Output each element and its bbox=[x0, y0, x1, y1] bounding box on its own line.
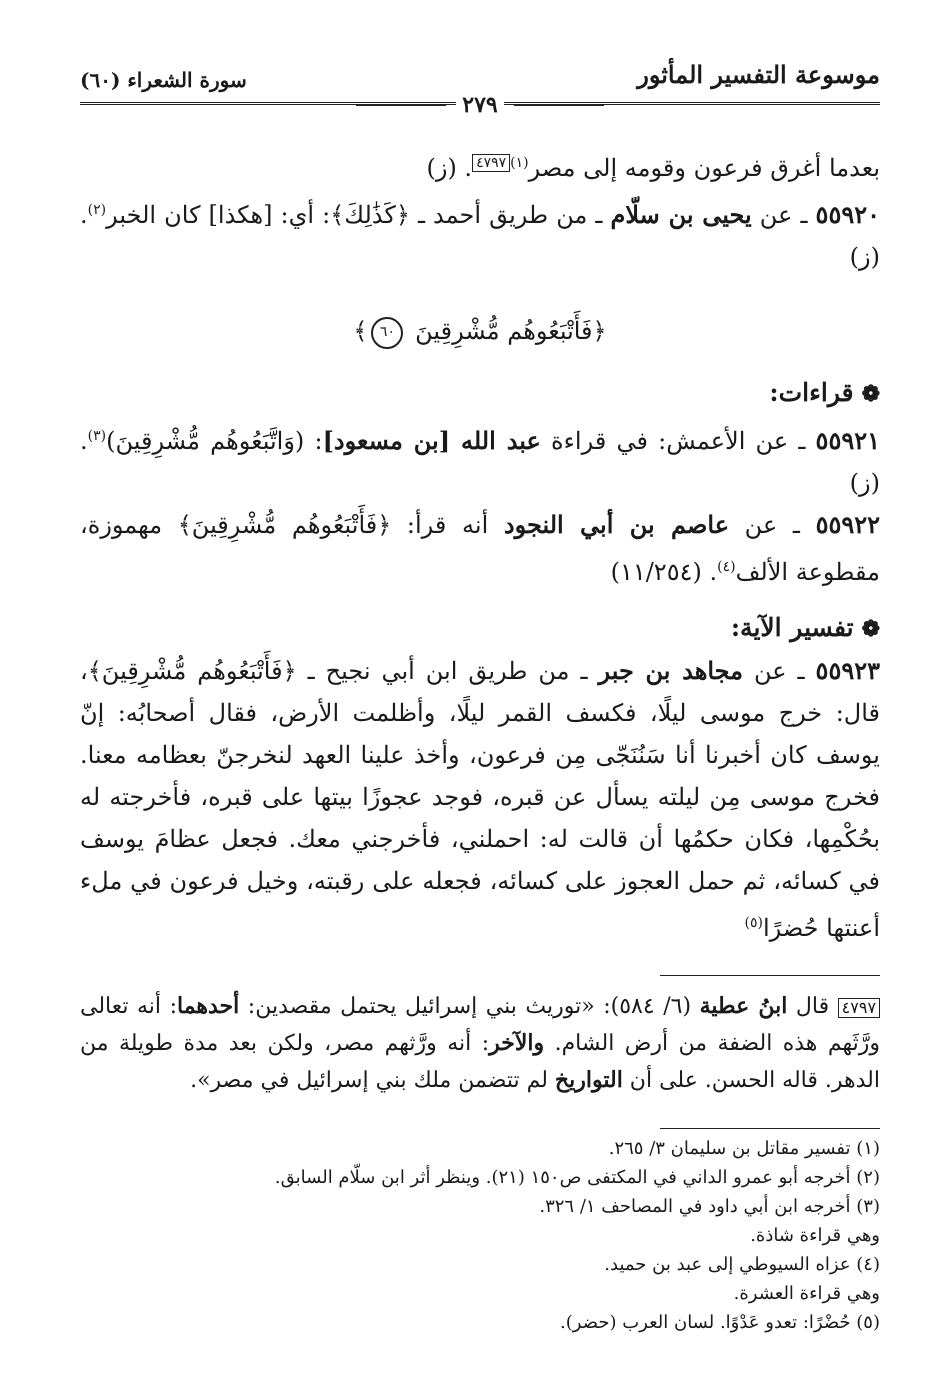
narrator-name: عاصم بن أبي النجود bbox=[503, 510, 730, 539]
ayah-number-icon: ٦٠ bbox=[371, 317, 403, 349]
page-number: ٢٧٩ bbox=[456, 92, 503, 118]
footnote: (٢) أخرجه أبو عمرو الداني في المكتفى ص١٥٠ (٢١). وينظر أثر ابن سلّام السابق. bbox=[274, 1167, 880, 1188]
ornament-line bbox=[356, 105, 446, 106]
athar-number: ٥٥٩٢٣ bbox=[815, 656, 880, 685]
ayah-verse: ﴿فَأَتْبَعُوهُم مُّشْرِقِينَ ٦٠﴾ bbox=[80, 310, 880, 352]
paragraph-55923: ٥٥٩٢٣ ـ عن مجاهد بن جبر ـ من طريق ابن أبي نجيح ـ ﴿فَأَتْبَعُوهُم مُّشْرِقِينَ﴾، قال: خرج موسى ليلًا، فكسف القمر ليلًا، وأظلمت الأرض، فقال أصحابُه: إنّ يوسف كان أخبرنا أنا سَنُنَجّى مِن فرعون، وأخذ علينا العهد لنخرجنّ بعظامه معنا. فخرج موسى مِن ليلته يسأل عن قبره، فوجد عجوزًا بيتها على قبره، فأخرجته له بحُكْمِها، فكان حكمُها أن قالت له: احملني، فأخرجني معك. فجعل عظامَ يوسف في كسائه، ثم حمل العجوز على كسائه، فجعله على رقبته، وخيل فرعون في ملء أعنتها حُضرًا$^{(٥)}$ bbox=[80, 656, 881, 942]
scholar-name: ابنُ عطية bbox=[699, 993, 788, 1019]
footnote: (١) تفسير مقاتل بن سليمان ٣/ ٢٦٥. bbox=[608, 1138, 880, 1159]
footnote-ref: (٥) bbox=[744, 915, 763, 931]
footnotes bbox=[80, 1134, 880, 1337]
footnote: (٥) حُضْرًا: تعدو عَدْوًا. لسان العرب (حضر). bbox=[560, 1312, 880, 1333]
book-title: موسوعة التفسير المأثور bbox=[637, 60, 880, 89]
main-text bbox=[80, 142, 880, 949]
section-heading-qiraat: ❁قراءات: bbox=[769, 378, 880, 407]
narrator-name: عبد الله [بن مسعود] bbox=[322, 426, 541, 455]
footnote-ref: (١) bbox=[510, 155, 529, 171]
page-number-row bbox=[80, 90, 880, 120]
narrator-name: مجاهد بن جبر bbox=[598, 656, 744, 685]
flower-ornament-icon: ❁ bbox=[861, 616, 880, 642]
footnote-ref: (٢) bbox=[87, 202, 107, 218]
page bbox=[80, 60, 880, 1360]
athar-number: ٥٥٩٢١ bbox=[815, 426, 880, 455]
footnote: وهي قراءة شاذة. bbox=[750, 1225, 880, 1246]
footnote: وهي قراءة العشرة. bbox=[733, 1283, 880, 1304]
paragraph-55922: ٥٥٩٢٢ ـ عن عاصم بن أبي النجود أنه قرأ: ﴿فَأَتْبَعُوهُم مُّشْرِقِينَ﴾ مهموزة، مقطوعة الألف$^{(٤)}$. (١١/٢٥٤) bbox=[80, 510, 881, 586]
ornament-line bbox=[514, 105, 604, 106]
paragraph-55920: ٥٥٩٢٠ ـ عن يحيى بن سلّام ـ من طريق أحمد ـ ﴿كَذَٰلِكَ﴾: أي: [هكذا] كان الخبر$^{(٢)}$. (ز) bbox=[80, 200, 880, 271]
comment-number-box: ٤٧٩٧ bbox=[838, 998, 880, 1018]
comment-ref-box: ٤٧٩٧ bbox=[472, 154, 510, 172]
scholar-comment: ٤٧٩٧ قال ابنُ عطية (٦/ ٥٨٤): «توريث بني إسرائيل يحتمل مقصدين: أحدهما: أنه تعالى ورَّثَهم هذه الضفة من أرض الشام. والآخر: أنه ورَّثهم مصر، ولكن بعد مدة طويلة من الدهر. قاله الحسن. على أن التواريخ لم تتضمن ملك بني إسرائيل في مصر». bbox=[80, 993, 880, 1093]
footnote-ref: (٤) bbox=[717, 559, 736, 575]
surah-label: سورة الشعراء (٦٠) bbox=[80, 68, 247, 92]
narrator-name: يحيى بن سلّام bbox=[610, 200, 752, 229]
footnote-separator bbox=[660, 1128, 880, 1129]
paragraph-55921: ٥٥٩٢١ ـ عن الأعمش: في قراءة عبد الله [بن مسعود]: (وَاتَّبَعُوهُم مُّشْرِقِينَ)$^{(٣)}$. (ز) bbox=[80, 426, 880, 497]
athar-number: ٥٥٩٢٢ bbox=[815, 510, 881, 539]
flower-ornament-icon: ❁ bbox=[861, 381, 880, 407]
paragraph-continued: بعدما أغرق فرعون وقومه إلى مصر$^{(١)}$٤٧٩٧. (ز) bbox=[426, 154, 880, 182]
footnote-ref: (٣) bbox=[87, 428, 107, 444]
section-heading-tafsir: ❁تفسير الآية: bbox=[730, 613, 880, 642]
comment-separator bbox=[660, 975, 880, 976]
footnote: (٤) عزاه السيوطي إلى عبد بن حميد. bbox=[604, 1254, 880, 1275]
athar-number: ٥٥٩٢٠ bbox=[815, 200, 880, 229]
footnote: (٣) أخرجه ابن أبي داود في المصاحف ١/ ٣٢٦. bbox=[539, 1196, 880, 1217]
